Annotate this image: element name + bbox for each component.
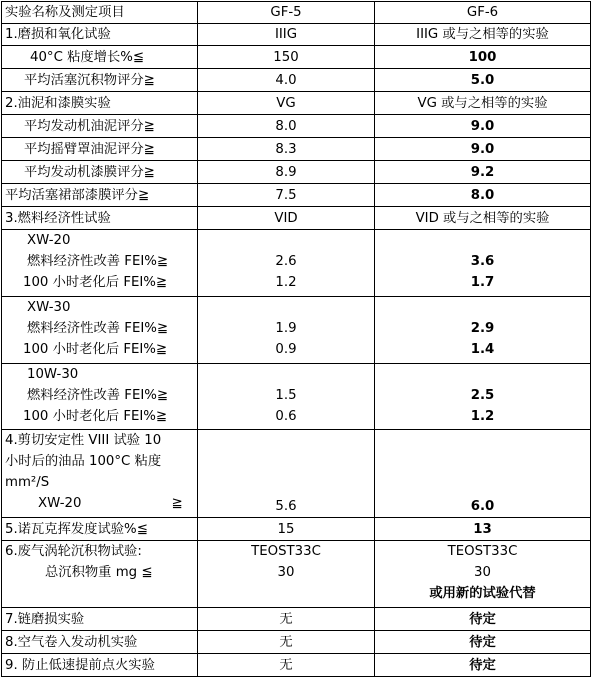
label-line: mm²/S (5, 475, 50, 490)
gf6-value: VG 或与之相等的实验 (375, 92, 591, 115)
spec-comparison-table (1, 1, 591, 677)
fei-aged-label: 100 小时老化后 FEI%≧ (23, 275, 168, 290)
table-row (2, 92, 591, 115)
gf5-value: 7.5 (198, 184, 375, 207)
grade-label: XW-20 (27, 233, 71, 248)
table-row (2, 608, 591, 631)
row-label: 平均发动机油泥评分≧ (2, 115, 198, 138)
table-row (2, 46, 591, 69)
gf5-value: 无 (198, 631, 375, 654)
gf5-value: 150 (198, 46, 375, 69)
fei-aged-label: 100 小时老化后 FEI%≧ (23, 342, 168, 357)
gf6-value: 13 (375, 518, 591, 541)
gf6-value: 6.0 (375, 430, 591, 518)
gf6-values (375, 297, 591, 364)
row-label: 7.链磨损实验 (2, 608, 198, 631)
turbo-deposit-label (2, 541, 198, 608)
grade-label: XW-20 (38, 496, 82, 511)
gf5-values (198, 364, 375, 430)
table-row (2, 297, 591, 364)
table-row (2, 69, 591, 92)
gf5-value: 15 (198, 518, 375, 541)
header-gf5: GF-5 (198, 2, 375, 24)
row-label: 3.燃料经济性试验 (2, 207, 198, 230)
gf6-value: 3.6 (470, 254, 495, 269)
fei-label: 燃料经济性改善 FEI%≧ (27, 254, 169, 269)
gf5-values (198, 541, 375, 608)
grade-block-xw20 (2, 230, 198, 297)
gf6-note: 或用新的试验代替 (429, 586, 536, 601)
table-row (2, 184, 591, 207)
gf6-value: 待定 (375, 608, 591, 631)
row-label: 9. 防止低速提前点火实验 (2, 654, 198, 677)
gf5-value: 5.6 (198, 430, 375, 518)
table-row (2, 518, 591, 541)
gf5-value: 1.5 (275, 388, 297, 403)
gf6-value: 待定 (375, 631, 591, 654)
gf6-values (375, 364, 591, 430)
gf5-value: 30 (277, 565, 295, 580)
label-line (5, 493, 197, 514)
label-line: 总沉积物重 mg ≦ (45, 565, 153, 580)
row-label: 5.诺瓦克挥发度试验%≦ (2, 518, 198, 541)
gf6-values (375, 230, 591, 297)
gf5-values (198, 297, 375, 364)
table-row (2, 364, 591, 430)
row-label: 40°C 粘度增长%≦ (2, 46, 198, 69)
table-row (2, 138, 591, 161)
fei-label: 燃料经济性改善 FEI%≧ (27, 321, 169, 336)
label-line: 4.剪切安定性 VIII 试验 10 (5, 433, 162, 448)
table-row (2, 430, 591, 518)
gf5-value: 4.0 (198, 69, 375, 92)
table-row (2, 207, 591, 230)
table-row (2, 161, 591, 184)
gf5-value: IIIG (198, 24, 375, 46)
row-label: 平均摇臂罩油泥评分≧ (2, 138, 198, 161)
gf6-value: 9.0 (375, 115, 591, 138)
symbol: ≧ (171, 496, 183, 511)
gf6-value: 2.9 (470, 321, 495, 336)
shear-stability-label (2, 430, 198, 518)
table-row (2, 541, 591, 608)
row-label: 8.空气卷入发动机实验 (2, 631, 198, 654)
gf5-value: 0.6 (275, 409, 297, 424)
table-row (2, 230, 591, 297)
label-line: 6.废气涡轮沉积物试验: (5, 544, 142, 559)
gf5-value: VID (198, 207, 375, 230)
gf5-value: VG (198, 92, 375, 115)
grade-block-xw30 (2, 297, 198, 364)
gf5-value: 2.6 (275, 254, 297, 269)
row-label: 1.磨损和氧化试验 (2, 24, 198, 46)
gf6-value: 2.5 (470, 388, 495, 403)
gf5-value: 8.3 (198, 138, 375, 161)
gf5-value: 8.0 (198, 115, 375, 138)
gf5-value: 无 (198, 608, 375, 631)
gf6-value: 30 (474, 565, 491, 580)
gf6-value: 100 (375, 46, 591, 69)
table-row (2, 24, 591, 46)
table-row (2, 115, 591, 138)
header-test-name: 实验名称及测定项目 (2, 2, 198, 24)
grade-label: XW-30 (27, 300, 71, 315)
gf6-value: 1.4 (470, 342, 495, 357)
gf6-value: VID 或与之相等的实验 (375, 207, 591, 230)
gf5-value: TEOST33C (251, 544, 321, 559)
grade-label: 10W-30 (27, 367, 79, 382)
gf6-value: IIIG 或与之相等的实验 (375, 24, 591, 46)
fei-aged-label: 100 小时老化后 FEI%≧ (23, 409, 168, 424)
gf6-values (375, 541, 591, 608)
gf5-values (198, 230, 375, 297)
gf6-value: 9.2 (375, 161, 591, 184)
gf6-value: 9.0 (375, 138, 591, 161)
gf5-value: 8.9 (198, 161, 375, 184)
gf6-value: TEOST33C (447, 544, 518, 559)
gf5-value: 0.9 (275, 342, 297, 357)
row-label: 2.油泥和漆膜实验 (2, 92, 198, 115)
gf5-value: 1.9 (275, 321, 297, 336)
gf6-value: 待定 (375, 654, 591, 677)
label-line: 小时后的油品 100°C 粘度 (5, 454, 162, 469)
gf5-value: 1.2 (275, 275, 297, 290)
gf6-value: 1.2 (470, 409, 495, 424)
row-label: 平均发动机漆膜评分≧ (2, 161, 198, 184)
gf5-value: 无 (198, 654, 375, 677)
grade-block-10w30 (2, 364, 198, 430)
fei-label: 燃料经济性改善 FEI%≧ (27, 388, 169, 403)
table-row (2, 631, 591, 654)
gf6-value: 1.7 (470, 275, 495, 290)
header-gf6: GF-6 (375, 2, 591, 24)
row-label: 平均活塞沉积物评分≧ (2, 69, 198, 92)
gf6-value: 5.0 (375, 69, 591, 92)
gf6-value: 8.0 (375, 184, 591, 207)
table-header-row (2, 2, 591, 24)
row-label: 平均活塞裙部漆膜评分≧ (2, 184, 198, 207)
table-row (2, 654, 591, 677)
